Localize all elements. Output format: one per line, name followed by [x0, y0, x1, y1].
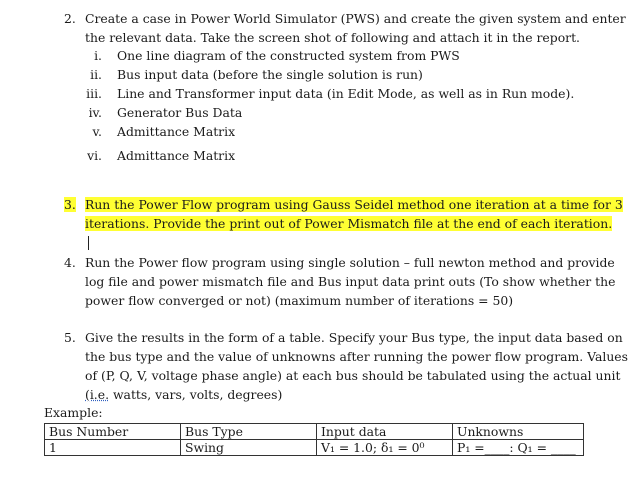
item-5-line-1: Give the results in the form of a table. Specify your Bus type, the input data based on — [85, 330, 623, 345]
header-bus-type: Bus Type — [181, 424, 317, 440]
ie-abbreviation: (i.e. — [85, 387, 110, 402]
item-5-line-4 — [85, 387, 282, 402]
item-5-number: 5. — [64, 330, 76, 345]
subitem-marker: v. — [92, 124, 102, 139]
item-4-line-1: Run the Power flow program using single solution – full newton method and provide — [85, 255, 615, 270]
example-label: Example: — [44, 405, 103, 420]
item-5-line-3: of (P, Q, V, voltage phase angle) at each bus should be tabulated using the actual unit — [85, 368, 621, 383]
cell-bus-number: 1 — [45, 440, 181, 456]
subitem-marker: iv. — [88, 105, 102, 120]
header-bus-number: Bus Number — [45, 424, 181, 440]
table-row — [45, 440, 584, 456]
item-4-line-3: power flow converged or not) (maximum number of iterations = 50) — [85, 293, 514, 308]
subitem-marker: ii. — [90, 67, 102, 82]
subitem-text: Bus input data (before the single solution is run) — [117, 67, 423, 82]
subitem-text: Line and Transformer input data (in Edit Mode, as well as in Run mode). — [117, 86, 575, 101]
text-cursor — [88, 236, 89, 250]
table-header-row — [45, 424, 584, 440]
item-2-number: 2. — [64, 11, 76, 26]
item-3-line-2: iterations. Provide the print out of Power Mismatch file at the end of each iteration. — [85, 216, 613, 231]
cell-unknowns: P₁ =____: Q₁ = ____ — [453, 440, 584, 456]
item-4-number: 4. — [64, 255, 76, 270]
item-3-line-1: Run the Power Flow program using Gauss Seidel method one iteration at a time for 3 — [85, 197, 623, 212]
item-2-line-2: the relevant data. Take the screen shot of following and attach it in the report. — [85, 30, 580, 45]
item-5-line-4-rest: watts, vars, volts, degrees) — [109, 387, 283, 402]
subitem-text: Generator Bus Data — [117, 105, 243, 120]
subitem-marker: vi. — [87, 148, 102, 163]
header-input-data: Input data — [317, 424, 453, 440]
cell-bus-type: Swing — [181, 440, 317, 456]
subitem-text: One line diagram of the constructed system from PWS — [117, 48, 460, 63]
subitem-text: Admittance Matrix — [117, 124, 236, 139]
subitem-marker: i. — [94, 48, 102, 63]
item-4-line-2: log file and power mismatch file and Bus input data print outs (To show whether the — [85, 274, 616, 289]
subitem-marker: iii. — [86, 86, 102, 101]
example-table — [44, 423, 584, 456]
item-2-line-1: Create a case in Power World Simulator (PWS) and create the given system and enter — [85, 11, 626, 26]
cell-input-data: V₁ = 1.0; δ₁ = 0⁰ — [317, 440, 453, 456]
subitem-text: Admittance Matrix — [117, 148, 236, 163]
header-unknowns: Unknowns — [453, 424, 584, 440]
item-3-number: 3. — [64, 197, 76, 212]
item-5-line-2: the bus type and the value of unknowns after running the power flow program. Values — [85, 349, 628, 364]
